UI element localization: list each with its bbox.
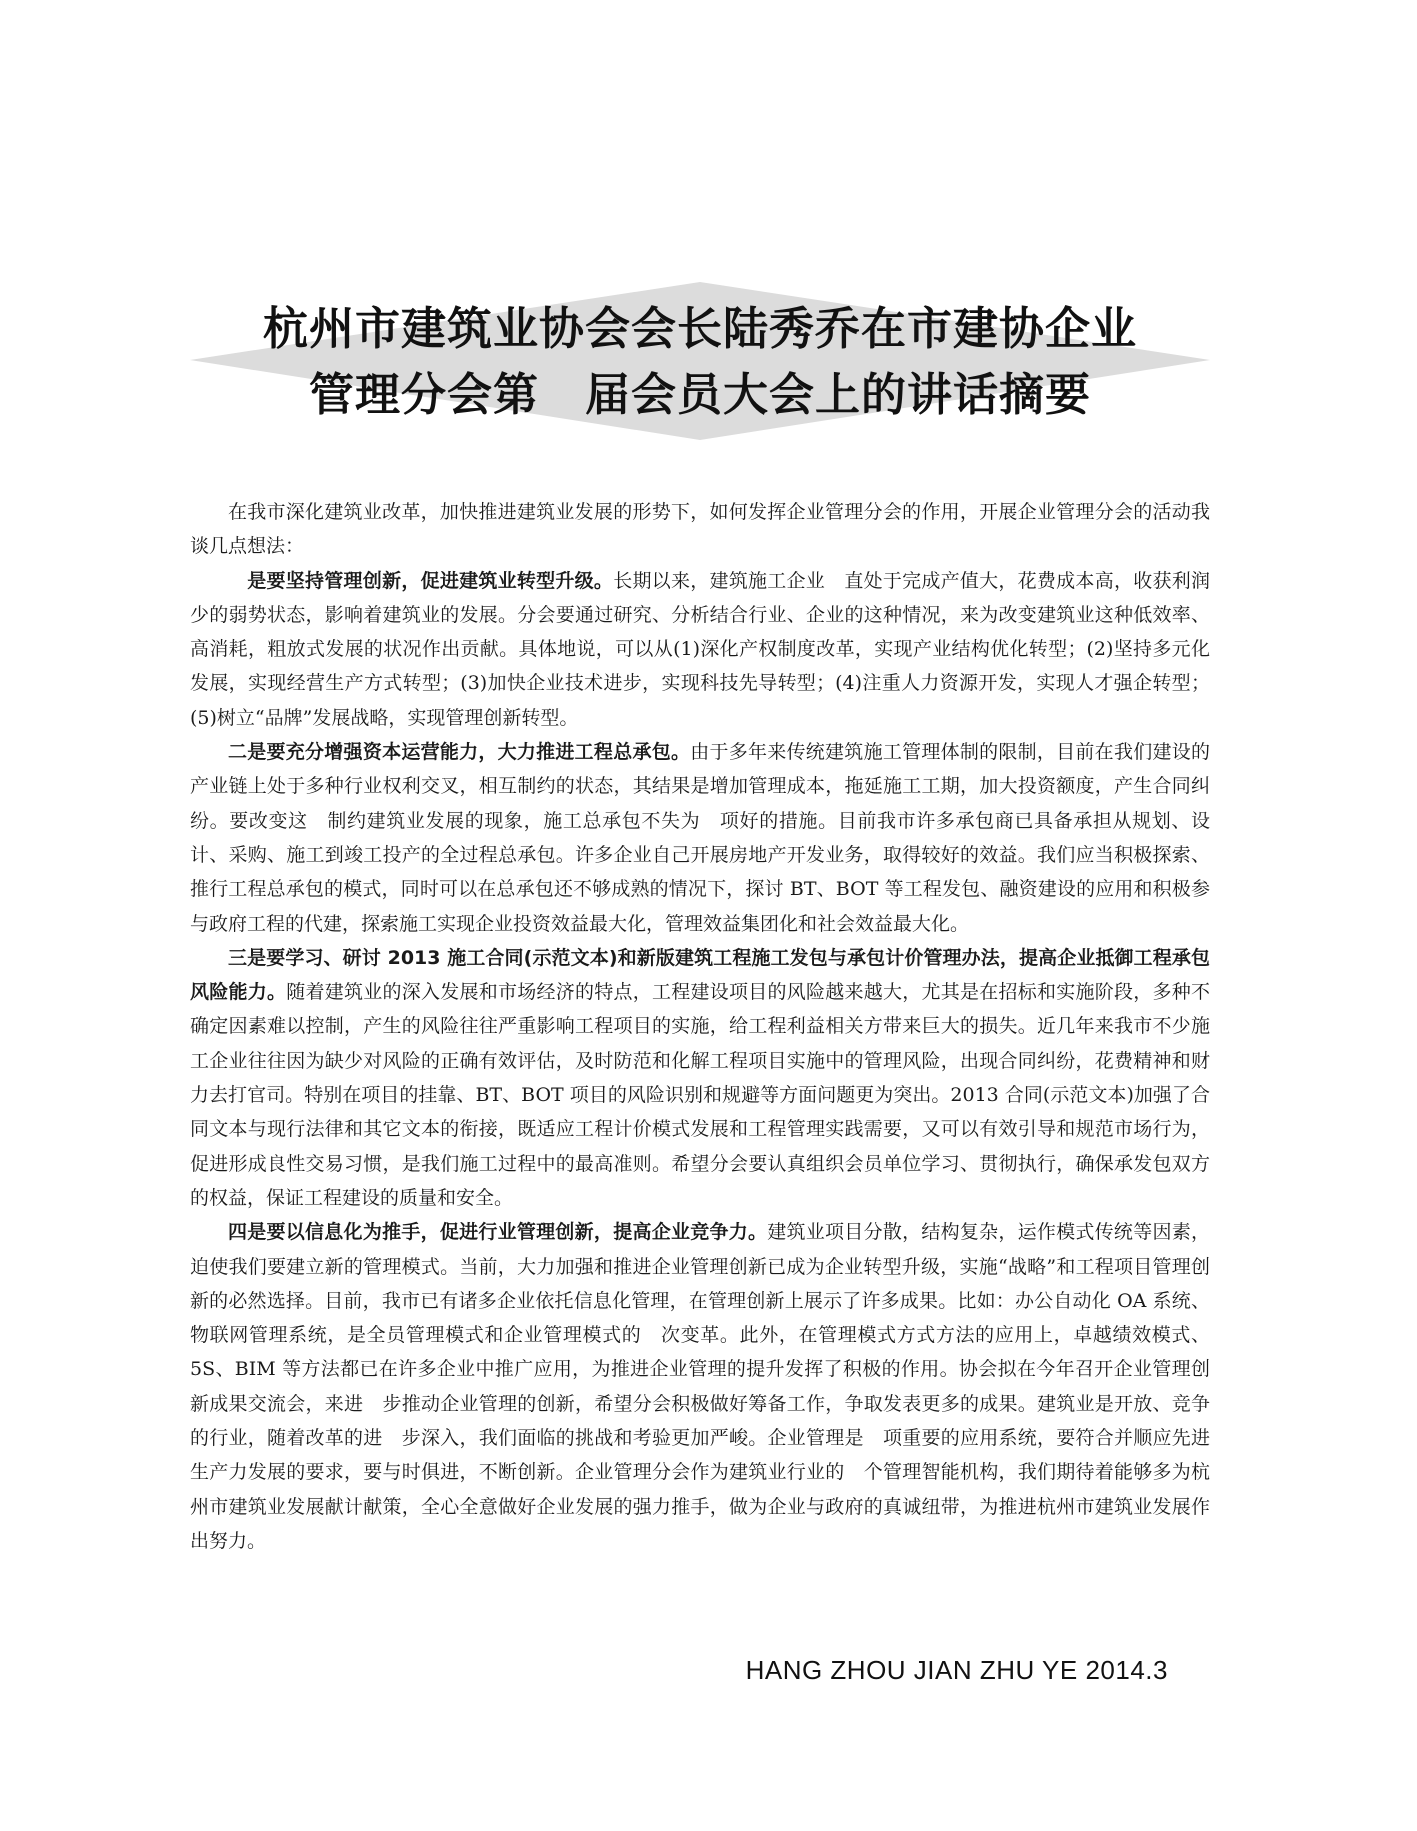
paragraph-text: 建筑业项目分散，结构复杂，运作模式传统等因素，迫使我们要建立新的管理模式。当前，大力加强和推进企业管理创新已成为企业转型升级，实施“战略”和工程项目管理创新的必然选择。目前，我市已有诸多企业依托信息化管理，在管理创新上展示了许多成果。比如：办公自动化 OA 系统、物联网管理系统，是全员管理模式和企业管理模式的 次变革。此外，在管理模式方式方法的应用上，卓越绩效模式、5S、BIM 等方法都已在许多企业中推广应用，为推进企业管理的提升发挥了积极的作用。协会拟在今年召开企业管理创新成果交流会，来进 步推动企业管理的创新，希望分会积极做好筹备工作，争取发表更多的成果。建筑业是开放、竞争的行业，随着改革的进 步深入，我们面临的挑战和考验更加严峻。企业管理是 项重要的应用系统，要符合并顺应先进生产力发展的要求，要与时俱进，不断创新。企业管理分会作为建筑业行业的 个管理智能机构，我们期待着能够多为杭州市建筑业发展献计献策，全心全意做好企业发展的强力推手，做为企业与政府的真诚纽带，为推进杭州市建筑业发展作出努力。 — [190, 1221, 1210, 1552]
paragraph-lead: 三是要学习、研讨 2013 施工合同(示范文本)和新版建筑工程施工发包与承包计价管理办法，提高企业抵御工程承包风险能力。 — [190, 946, 1210, 1004]
paragraph-text: 由于多年来传统建筑施工管理体制的限制，目前在我们建设的产业链上处于多种行业权利交叉，相互制约的状态，其结果是增加管理成本，拖延施工工期，加大投资额度，产生合同纠纷。要改变这 制约建筑业发展的现象，施工总承包不失为 项好的措施。目前我市许多承包商已具备承担从规划、设计、采购、施工到竣工投产的全过程总承包。许多企业自己开展房地产开发业务，取得较好的效益。我们应当积极探索、推行工程总承包的模式，同时可以在总承包还不够成熟的情况下，探讨 BT、BOT 等工程发包、融资建设的应用和积极参与政府工程的代建，探索施工实现企业投资效益最大化，管理效益集团化和社会效益最大化。 — [190, 741, 1210, 935]
article-body — [190, 495, 1210, 1558]
paragraph-point-1 — [190, 564, 1210, 735]
title-line-1: 杭州市建筑业协会会长陆秀乔在市建协企业 — [262, 302, 1137, 355]
paragraph-lead: 四是要以信息化为推手，促进行业管理创新，提高企业竞争力。 — [228, 1221, 768, 1244]
title-line-2: 管理分会第 届会员大会上的讲话摘要 — [308, 368, 1091, 421]
journal-footer: HANG ZHOU JIAN ZHU YE 2014.3 — [745, 1655, 1168, 1685]
paragraph-point-4 — [190, 1215, 1210, 1558]
paragraph-point-2 — [190, 735, 1210, 941]
page-title — [190, 296, 1210, 428]
paragraph-text: 随着建筑业的深入发展和市场经济的特点，工程建设项目的风险越来越大，尤其是在招标和实施阶段，多种不确定因素难以控制，产生的风险往往严重影响工程项目的实施，给工程利益相关方带来巨大的损失。近几年来我市不少施工企业往往因为缺少对风险的正确有效评估，及时防范和化解工程项目实施中的管理风险，出现合同纠纷，花费精神和财力去打官司。特别在项目的挂靠、BT、BOT 项目的风险识别和规避等方面问题更为突出。2013 合同(示范文本)加强了合同文本与现行法律和其它文本的衔接，既适应工程计价模式发展和工程管理实践需要，又可以有效引导和规范市场行为，促进形成良性交易习惯，是我们施工过程中的最高准则。希望分会要认真组织会员单位学习、贯彻执行，确保承发包双方的权益，保证工程建设的质量和安全。 — [190, 981, 1210, 1209]
paragraph-text: 在我市深化建筑业改革，加快推进建筑业发展的形势下，如何发挥企业管理分会的作用，开展企业管理分会的活动我谈几点想法： — [190, 501, 1210, 558]
paragraph-lead: 是要坚持管理创新，促进建筑业转型升级。 — [228, 569, 614, 592]
paragraph-point-3 — [190, 941, 1210, 1215]
paragraph-text: 长期以来，建筑施工企业 直处于完成产值大，花费成本高，收获利润少的弱势状态，影响着建筑业的发展。分会要通过研究、分析结合行业、企业的这种情况，来为改变建筑业这种低效率、高消耗，粗放式发展的状况作出贡献。具体地说，可以从(1)深化产权制度改革，实现产业结构优化转型；(2)坚持多元化发展，实现经营生产方式转型；(3)加快企业技术进步，实现科技先导转型；(4)注重人力资源开发，实现人才强企转型；(5)树立“品牌”发展战略，实现管理创新转型。 — [190, 569, 1210, 729]
title-banner — [190, 282, 1210, 440]
paragraph-lead: 二是要充分增强资本运营能力，大力推进工程总承包。 — [228, 741, 691, 764]
paragraph-intro — [190, 495, 1210, 564]
